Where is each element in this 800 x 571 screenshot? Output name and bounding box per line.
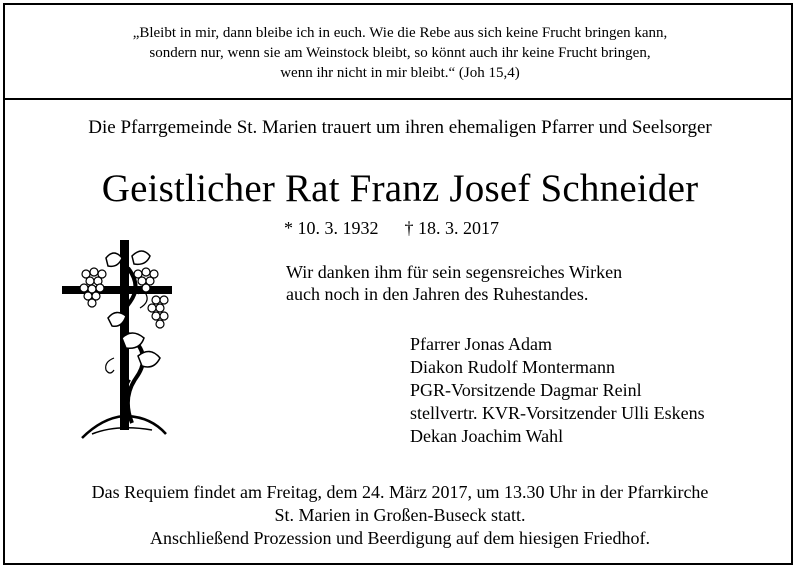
bible-quote (0, 23, 800, 83)
requiem-line: Das Requiem findet am Freitag, dem 24. März 2017, um 13.30 Uhr in der Pfarrkirche (91, 482, 709, 502)
thanks-text (286, 261, 622, 305)
quote-line: wenn ihr nicht in mir bleibt.“ (Joh 15,4) (280, 65, 520, 81)
signers-list (410, 333, 705, 448)
signer: stellvertr. KVR-Vorsitzender Ulli Eskens (410, 403, 705, 423)
quote-divider (3, 98, 793, 100)
signer: Pfarrer Jonas Adam (410, 334, 552, 354)
quote-line: sondern nur, wenn sie am Weinstock bleibt, so könnt auch ihr keine Frucht bringen, (149, 45, 651, 61)
announcement-text: Die Pfarrgemeinde St. Marien trauert um ihren ehemaligen Pfarrer und Seelsorger (88, 117, 712, 138)
signer: PGR-Vorsitzende Dagmar Reinl (410, 380, 642, 400)
requiem-info (0, 481, 800, 550)
signer: Dekan Joachim Wahl (410, 426, 564, 446)
cross-with-grapevine-icon (62, 238, 172, 448)
life-dates (284, 218, 525, 239)
requiem-line: St. Marien in Großen-Buseck statt. (274, 505, 526, 525)
birth-date: * 10. 3. 1932 (284, 218, 379, 238)
requiem-line: Anschließend Prozession und Beerdigung auf dem hiesigen Friedhof. (150, 528, 650, 548)
deceased-name: Geistlicher Rat Franz Josef Schneider (101, 167, 699, 210)
quote-line: „Bleibt in mir, dann bleibe ich in euch. Wie die Rebe aus sich keine Frucht bringen kann, (132, 25, 668, 41)
thanks-line: auch noch in den Jahren des Ruhestandes. (286, 284, 589, 304)
signer: Diakon Rudolf Montermann (410, 357, 615, 377)
death-date: † 18. 3. 2017 (404, 218, 499, 238)
thanks-line: Wir danken ihm für sein segensreiches Wirken (286, 262, 623, 282)
